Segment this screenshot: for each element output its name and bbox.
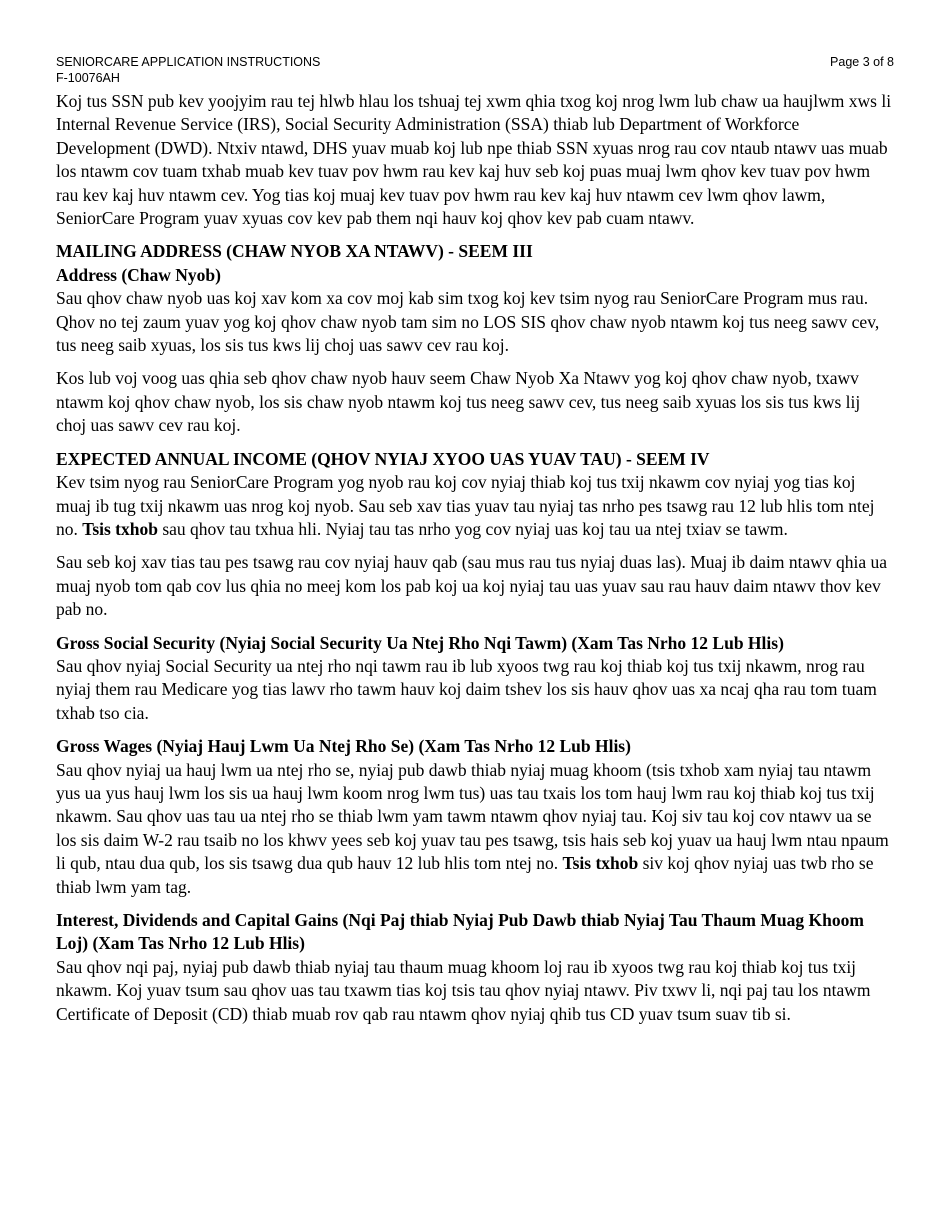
income-text-after: sau qhov tau txhua hli. Nyiaj tau tas nrho yog cov nyiaj uas koj tau ua ntej txiav se tawm.	[162, 518, 788, 539]
wages-emphasis: Tsis txhob	[562, 853, 639, 874]
section-heading-expected-income: EXPECTED ANNUAL INCOME (QHOV NYIAJ XYOO UAS YUAV TAU) - SEEM IV	[56, 448, 710, 469]
mailing-paragraph-1: Sau qhov chaw nyob uas koj xav kom xa cov moj kab sim txog koj kev tsim nyog rau SeniorCare Program mus rau. Qhov no tej zaum yuav yog koj qhov chaw nyob tam sim no LOS SIS qhov chaw nyob ntawm koj tus neeg sawv cev, tus neeg saib xyuas, los sis tus kws lij choj uas sawv cev rau koj.	[56, 288, 880, 356]
income-text-before: Kev tsim nyog rau SeniorCare Program yog nyob rau koj cov nyiaj thiab koj tus txij nkawm cov nyiaj yog tias koj muaj ib tug txij nkawm uas nrog koj nyob. Sau seb xav tias yuav tau nyiaj tas nrho pes tsawg rau 12 lub hlis tom ntej no.	[56, 472, 875, 539]
mailing-paragraph-2: Kos lub voj voog uas qhia seb qhov chaw nyob hauv seem Chaw Nyob Xa Ntawv yog koj qhov chaw nyob, txawv ntawm koj qhov chaw nyob, los sis chaw nyob ntawm koj tus neeg sawv cev, tus neeg saib xyuas los sis tus kws lij choj uas sawv cev rau koj.	[56, 368, 861, 436]
wages-paragraph	[56, 759, 894, 899]
social-security-section	[56, 632, 894, 726]
expected-income-section	[56, 448, 894, 622]
income-paragraph-2: Sau seb koj xav tias tau pes tsawg rau cov nyiaj hauv qab (sau mus rau tus nyiaj duas las). Muaj ib daim ntawv qhia ua muaj nyob tom qab cov lus qhia no meej kom los pab koj ua koj nyiaj tau uas yuav sau rau hauv daim ntawv thov kev pab no.	[56, 552, 888, 620]
wages-text-before: Sau qhov nyiaj ua hauj lwm ua ntej rho se, nyiaj pub dawb thiab nyiaj muag khoom (tsis txhob xam nyiaj tau ntawm yus ua yus hauj lwm los sis ua hauj lwm koom nrog lwm tus) uas tau txais los tom hauj lwm rau koj thiab koj tus txij nkawm. Sau qhov uas tau ua ntej rho se thiab lwm yam tawm ntawm qhov nyiaj tau. Koj siv tau koj cov ntawv ua se los sis daim W-2 rau tsaib no los khwv yees seb koj yuav tau pes tsawg, tsis hais seb koj yuav ua hauj lwm ntau npaum li qub, ntau dua qub, los sis tsawg dua qub hauv 12 lub hlis tom ntej no.	[56, 759, 889, 874]
gross-wages-section	[56, 735, 894, 899]
subheading-address: Address (Chaw Nyob)	[56, 264, 221, 285]
income-emphasis: Tsis txhob	[82, 518, 158, 539]
document-body	[56, 90, 894, 1026]
subheading-interest-dividends: Interest, Dividends and Capital Gains (Nqi Paj thiab Nyiaj Pub Dawb thiab Nyiaj Tau Thaum Muag Khoom Loj) (Xam Tas Nrho 12 Lub Hlis)	[56, 910, 864, 954]
form-title: SENIORCARE APPLICATION INSTRUCTIONS	[56, 55, 321, 69]
page-number: Page 3 of 8	[830, 55, 894, 69]
form-number: F-10076AH	[56, 71, 120, 85]
wages-text-after: siv koj qhov nyiaj uas twb rho se thiab lwm yam tag.	[56, 853, 874, 897]
mailing-address-section	[56, 240, 894, 437]
interest-paragraph: Sau qhov nqi paj, nyiaj pub dawb thiab nyiaj tau thaum muag khoom loj rau ib xyoos twg rau koj thiab koj tus txij nkawm. Koj yuav tsum sau qhov uas tau txawm tias koj tsis tau qhov nyiaj ntawv. Piv txwv li, nqi paj tau los ntawm Certificate of Deposit (CD) thiab muab rov qab rau ntawm qhov nyiaj qhib tus CD yuav tsum suav tib si.	[56, 956, 871, 1024]
interest-dividends-section	[56, 909, 894, 1026]
intro-paragraph: Koj tus SSN pub kev yoojyim rau tej hlwb hlau los tshuaj tej xwm qhia txog koj nrog lwm lub chaw ua haujlwm xws li Internal Revenue Service (IRS), Social Security Administration (SSA) thiab lub Department of Workforce Development (DWD). Ntxiv ntawd, DHS yuav muab koj lub npe thiab SSN xyuas nrog rau cov ntaub ntawv uas muab los ntawm cov tuam txhab muab kev tuav pov hwm rau kev kaj huv seb koj puas muaj lwm qhov kev tuav pov hwm rau kev kaj huv ntawm cev. Yog tias koj muaj kev tuav pov hwm rau kev kaj huv ntawm cev lwm qhov lawm, SeniorCare Program yuav xyuas cov kev pab them nqi hauv koj qhov kev pab cuam ntawv.	[56, 91, 892, 229]
subheading-gross-social-security: Gross Social Security (Nyiaj Social Security Ua Ntej Rho Nqi Tawm) (Xam Tas Nrho 12 Lub Hlis)	[56, 632, 784, 653]
document-page	[56, 54, 894, 1026]
section-heading-mailing-address: MAILING ADDRESS (CHAW NYOB XA NTAWV) - SEEM III	[56, 241, 533, 262]
subheading-gross-wages: Gross Wages (Nyiaj Hauj Lwm Ua Ntej Rho Se) (Xam Tas Nrho 12 Lub Hlis)	[56, 736, 631, 757]
income-paragraph-1	[56, 471, 894, 541]
social-security-paragraph: Sau qhov nyiaj Social Security ua ntej rho nqi tawm rau ib lub xyoos twg rau koj thiab koj tus txij nkawm, nrog rau nyiaj them rau Medicare yog tias lawv rho tawm hauv koj daim tshev los sis hauv qhov uas xa ncaj qha rau tom tuam txhab tso cia.	[56, 655, 877, 723]
page-header	[56, 54, 894, 88]
